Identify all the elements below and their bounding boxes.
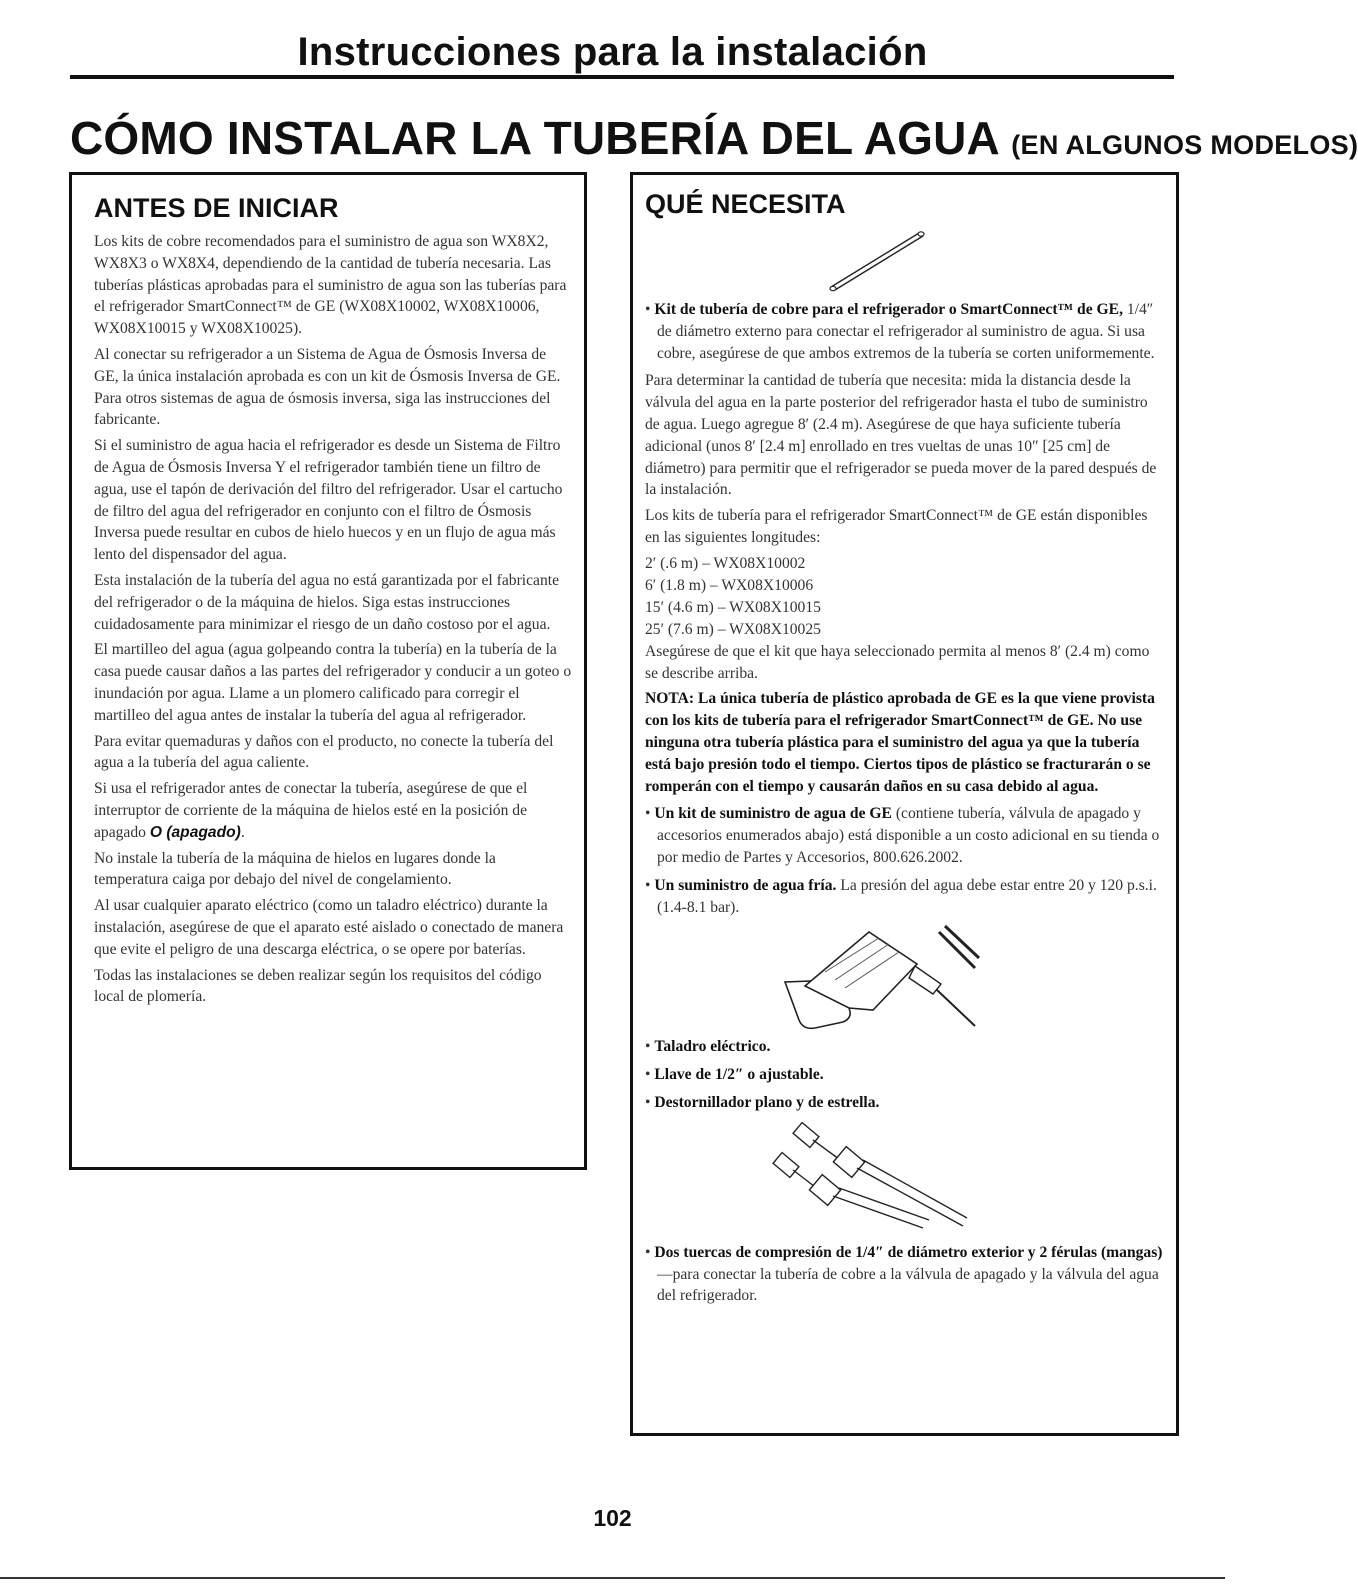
cold-water-bullet: • Un suministro de agua fría. La presión del agua debe estar entre 20 y 120 p.s.i. (1.4-8.1 bar). xyxy=(645,876,1157,916)
supply-kit-bold: Un kit de suministro de agua de GE xyxy=(654,805,892,823)
header-divider xyxy=(70,75,1174,79)
copper-kits-paragraph: Los kits de cobre recomendados para el suministro de agua son WX8X2, WX8X3 o WX8X4, dependiendo de la cantidad de tubería necesaria. Las tuberías plásticas aprobadas para el suministro de agua son las tuberías para el refrigerador SmartConnect™ de GE (WX08X10002, WX08X10006, WX08X10015 y WX08X10025). xyxy=(94,233,567,338)
section-title-sub: (EN ALGUNOS MODELOS) xyxy=(1011,130,1358,160)
switch-text: Si usa el refrigerador antes de conectar la tubería, asegúrese de que el interruptor de corriente de la máquina de hielos esté en la posición de apagado xyxy=(94,780,528,841)
bottom-divider xyxy=(0,1577,1225,1579)
off-position-label: O (apagado) xyxy=(149,823,241,841)
tool-wrench-bullet: • Llave de 1/2″ o ajustable. xyxy=(645,1066,824,1084)
compression-nuts-bullet: • Dos tuercas de compresión de 1/4″ de diámetro exterior y 2 férulas (mangas)—para conectar la tubería de cobre a la válvula de apagado y la válvula del agua del refrigerador. xyxy=(645,1243,1163,1305)
freezing-paragraph: No instale la tubería de la máquina de hielos en lugares donde la temperatura caiga por debajo del nivel de congelamiento. xyxy=(94,849,496,889)
kit-length-item: 2′ (.6 m) – WX08X10002 xyxy=(645,554,806,572)
page-number: 102 xyxy=(593,1505,632,1531)
supply-kit-text: (contiene tubería, válvula de apagado y accesorios enumerados abajo) está disponible a un costo adicional en su tienda o por medio de Partes y Accesorios, 800.626.2002. xyxy=(657,805,1160,866)
filter-bypass-paragraph: Si el suministro de agua hacia el refrigerador es desde un Sistema de Filtro de Agua de Ósmosis Inversa Y el refrigerador también tiene un filtro de agua, use el tapón de derivación del filtro del refrigerador. Usar el cartucho de filtro del agua del refrigerador en conjunto con el filtro de Ósmosis Inversa puede resultar en cubos de hielo huecos y en un flujo de agua más lento del dispensador del agua. xyxy=(94,437,563,564)
section-title-main: CÓMO INSTALAR LA TUBERÍA DEL AGUA xyxy=(70,112,999,164)
what-you-need-box xyxy=(630,172,1179,1436)
tool-wrench-label: Llave de 1/2″ o ajustable. xyxy=(654,1066,824,1084)
section-title xyxy=(70,110,1358,173)
kit-length-item: 6′ (1.8 m) – WX08X10006 xyxy=(645,576,814,594)
warranty-paragraph: Esta instalación de la tubería del agua no está garantizada por el fabricante del refrigerador o de la máquina de hielos. Siga estas instrucciones cuidadosamente para minimizar el riesgo de un daño costoso por el agua. xyxy=(94,571,559,633)
compression-nuts-illustration xyxy=(773,1120,973,1230)
ice-maker-switch-paragraph xyxy=(94,778,572,843)
before-you-begin-heading: ANTES DE INICIAR xyxy=(94,193,339,223)
page-header-title: Instrucciones para la instalación xyxy=(297,30,928,74)
cold-water-text: La presión del agua debe estar entre 20 y 120 p.s.i. (1.4-8.1 bar). xyxy=(657,876,1157,916)
measure-paragraph: Para determinar la cantidad de tubería que necesita: mida la distancia desde la válvula del agua en la parte posterior del refrigerador hasta el tubo de suministro de agua. Luego agregue 8′ (2.4 m). Asegúrese de que haya suficiente tubería adicional (unos 8′ [2.4 m] enrollado en tres vueltas de unas 10″ [25 cm] de diámetro) para permitir que el refrigerador se pueda mover de la pared después de la instalación. xyxy=(645,372,1157,499)
tool-screwdriver-label: Destornillador plano y de estrella. xyxy=(654,1093,880,1111)
tubing-kit-bold: Kit de tubería de cobre para el refrigerador o SmartConnect™ de GE, xyxy=(654,301,1123,318)
lengths-intro: Los kits de tubería para el refrigerador SmartConnect™ de GE están disponibles en las siguientes longitudes: xyxy=(645,507,1148,546)
electric-drill-illustration xyxy=(765,924,985,1036)
kit-length-item: 15′ (4.6 m) – WX08X10015 xyxy=(645,598,821,616)
tubing-kit-text: 1/4″ de diámetro externo para conectar el refrigerador al suministro de agua. Si usa cobre, asegúrese de que ambos extremos de la tubería se corten uniformemente. xyxy=(657,301,1155,362)
electric-safety-paragraph: Al usar cualquier aparato eléctrico (como un taladro eléctrico) durante la instalación, asegúrese de que el aparato esté aislado o conectado de manera que evite el peligro de una descarga eléctrica, o se opere por baterías. xyxy=(94,897,564,958)
cold-water-bold: Un suministro de agua fría. xyxy=(654,876,837,894)
tool-screwdriver-bullet: • Destornillador plano y de estrella. xyxy=(645,1093,880,1111)
supply-kit-bullet: • Un kit de suministro de agua de GE (contiene tubería, válvula de apagado y accesorios enumerados abajo) está disponible a un costo adicional en su tienda o por medio de Partes y Accesorios, 800.626.2002. xyxy=(645,805,1160,866)
kit-length-item: 25′ (7.6 m) – WX08X10025 xyxy=(645,620,821,638)
tubing-kit-bullet: • Kit de tubería de cobre para el refrigerador o SmartConnect™ de GE, 1/4″ de diámetro externo para conectar el refrigerador al suministro de agua. Si usa cobre, asegúrese de que ambos extremos de la tubería se corten uniformemente. xyxy=(645,301,1155,362)
reverse-osmosis-paragraph: Al conectar su refrigerador a un Sistema de Agua de Ósmosis Inversa de GE, la única instalación aprobada es con un kit de Ósmosis Inversa de GE. Para otros sistemas de agua de ósmosis inversa, siga las instrucciones del fabricante. xyxy=(94,345,561,429)
copper-tubing-illustration xyxy=(823,225,933,293)
compression-nuts-bold: Dos tuercas de compresión de 1/4″ de diámetro exterior y 2 férulas (mangas) xyxy=(654,1243,1163,1261)
what-you-need-heading: QUÉ NECESITA xyxy=(645,189,846,219)
before-you-begin-box xyxy=(69,172,587,1170)
confirm-length-paragraph: Asegúrese de que el kit que haya seleccionado permita al menos 8′ (2.4 m) como se describe arriba. xyxy=(645,642,1150,682)
kit-lengths-list xyxy=(645,553,1164,641)
hot-water-paragraph: Para evitar quemaduras y daños con el producto, no conecte la tubería del agua a la tubería del agua caliente. xyxy=(94,732,554,772)
switch-text-end: . xyxy=(240,823,245,841)
water-hammer-paragraph: El martilleo del agua (agua golpeando contra la tubería) en la tubería de la casa puede causar daños a las partes del refrigerador y conducir a un goteo o inundación por agua. Llame a un plomero calificado para corregir el martilleo del agua antes de instalar la tubería del agua al refrigerador. xyxy=(94,641,572,724)
note-paragraph: NOTA: La única tubería de plástico aprobada de GE es la que viene provista con los kits de tubería para el refrigerador SmartConnect™ de GE. No use ninguna otra tubería plástica para el suministro del agua ya que la tubería está bajo presión todo el tiempo. Ciertos tipos de plástico se fracturarán o se romperán con el tiempo y causarán daños en su casa debido al agua. xyxy=(645,690,1155,795)
plumbing-code-paragraph: Todas las instalaciones se deben realizar según los requisitos del código local de plomería. xyxy=(94,966,542,1006)
tool-drill-label: Taladro eléctrico. xyxy=(654,1038,771,1056)
tool-drill-bullet: • Taladro eléctrico. xyxy=(645,1038,771,1056)
compression-nuts-text: —para conectar la tubería de cobre a la válvula de apagado y la válvula del agua del refrigerador. xyxy=(657,1265,1159,1305)
